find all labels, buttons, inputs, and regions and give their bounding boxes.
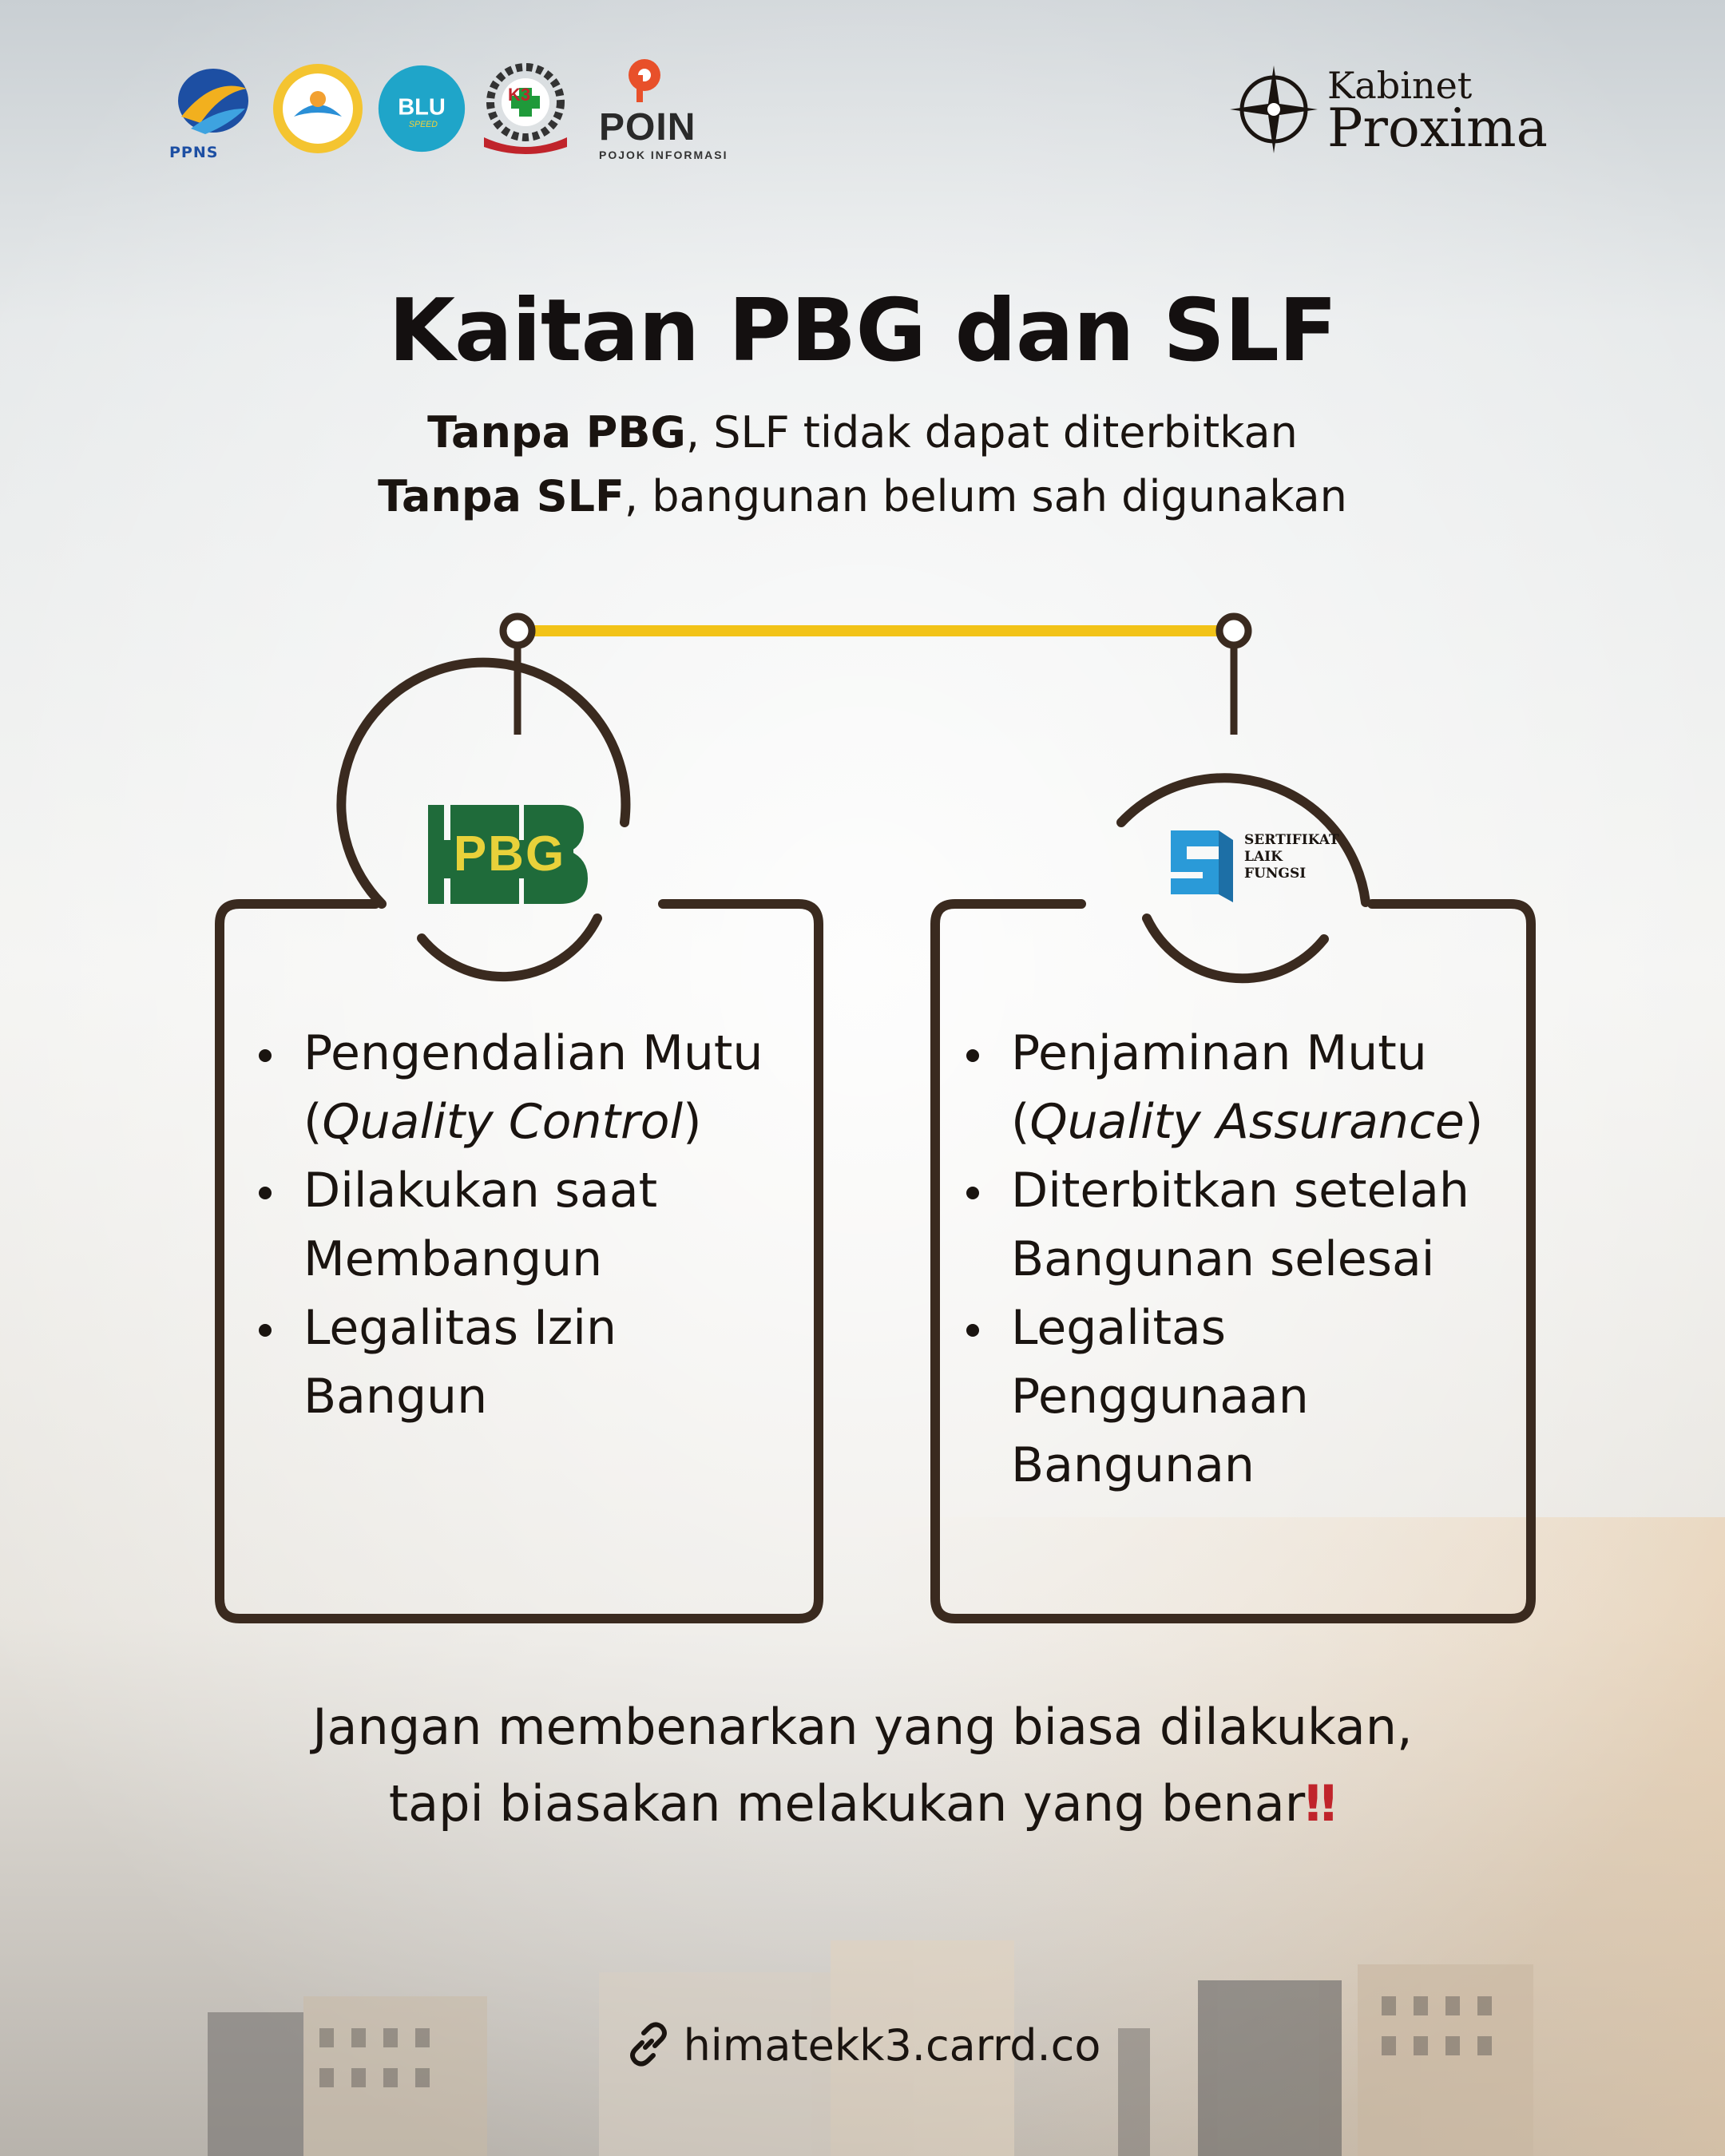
proxima-label: Proxima	[1327, 97, 1548, 159]
quote-line-2: tapi biasakan melakukan yang benar‼	[388, 1774, 1337, 1833]
ppns-logo-icon	[172, 61, 254, 157]
slf-logo-icon	[1163, 822, 1243, 902]
svg-text:SPEED: SPEED	[408, 120, 438, 130]
list-item: Diterbitkan setelah Bangunan selesai	[962, 1156, 1537, 1294]
kabinet-label: Kabinet	[1327, 64, 1473, 107]
list-item: Penjaminan Mutu (Quality Assurance)	[962, 1019, 1537, 1156]
page-title: Kaitan PBG dan SLF	[388, 281, 1337, 381]
footer-link-text[interactable]: himatekk3.carrd.co	[683, 2020, 1101, 2071]
footer-link[interactable]	[0, 2020, 1725, 2071]
blu-speed-logo-icon	[375, 61, 468, 157]
svg-text:BLU: BLU	[398, 94, 446, 121]
subtitle-line-2: Tanpa SLF, bangunan belum sah digunakan	[378, 471, 1347, 521]
diktisaintek-berdampak-logo-icon	[270, 61, 366, 157]
ppns-label: PPNS	[169, 144, 219, 161]
list-item: Pengendalian Mutu (Quality Control)	[254, 1019, 829, 1156]
list-item: Dilakukan saat Membangun	[254, 1156, 829, 1294]
double-exclamation-icon: ‼	[1305, 1774, 1337, 1833]
pbg-badge-text: PBG	[453, 826, 566, 882]
svg-text:K3: K3	[508, 85, 531, 105]
poin-subtitle: POJOK INFORMASI	[599, 149, 728, 161]
poin-logo-icon	[625, 57, 664, 105]
list-item: Legalitas Penggunaan Bangunan	[962, 1294, 1537, 1500]
poin-wordmark: POIN	[599, 106, 696, 149]
k3-logo-icon	[476, 61, 575, 157]
slf-badge-text: SERTIFIKAT LAIK FUNGSI	[1244, 832, 1339, 882]
pbg-feature-list	[254, 1019, 829, 1431]
quote-line-1: Jangan membenarkan yang biasa dilakukan,	[312, 1698, 1413, 1756]
proxima-star-icon	[1230, 65, 1318, 153]
list-item: Legalitas Izin Bangun	[254, 1294, 829, 1431]
subtitle-line-1: Tanpa PBG, SLF tidak dapat diterbitkan	[427, 407, 1298, 458]
link-chain-icon	[625, 2020, 672, 2068]
slf-feature-list	[962, 1019, 1537, 1500]
